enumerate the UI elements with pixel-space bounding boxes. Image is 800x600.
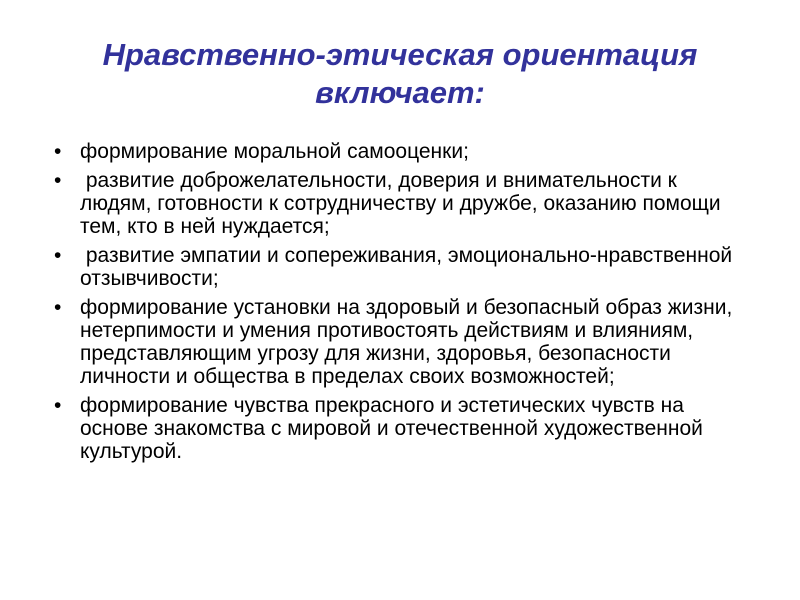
bullet-item-5 bbox=[54, 394, 754, 463]
slide-title-line-1: Нравственно-этическая ориентация bbox=[102, 37, 698, 72]
bullet-item-1 bbox=[54, 140, 754, 163]
bullet-text-3: развитие эмпатии и сопереживания, эмоционально-нравственной отзывчивости; bbox=[80, 244, 738, 290]
bullet-marker: • bbox=[54, 140, 62, 163]
bullet-item-3 bbox=[54, 244, 754, 290]
slide-title bbox=[0, 36, 800, 112]
bullet-marker: • bbox=[54, 169, 62, 192]
bullet-text-2: развитие доброжелательности, доверия и внимательности к людям, готовности к сотрудничеству и дружбе, оказанию помощи тем, кто в ней нуждается; bbox=[80, 169, 727, 238]
bullet-text-5: формирование чувства прекрасного и эстетических чувств на основе знакомства с мировой и отечественной художественной культурой. bbox=[80, 394, 709, 463]
bullet-marker: • bbox=[54, 244, 62, 267]
slide-title-line-2: включает: bbox=[315, 75, 485, 110]
bullet-item-4 bbox=[54, 296, 754, 388]
bullet-marker: • bbox=[54, 296, 62, 319]
bullet-marker: • bbox=[54, 394, 62, 417]
bullet-list bbox=[54, 140, 754, 469]
bullet-text-1: формирование моральной самооценки; bbox=[80, 140, 469, 163]
bullet-item-2 bbox=[54, 169, 754, 238]
bullet-text-4: формирование установки на здоровый и безопасный образ жизни, нетерпимости и умения противостоять действиям и влияниям, представляющим угрозу для жизни, здоровья, безопасности личности и общества в пределах своих возможностей; bbox=[80, 296, 739, 388]
